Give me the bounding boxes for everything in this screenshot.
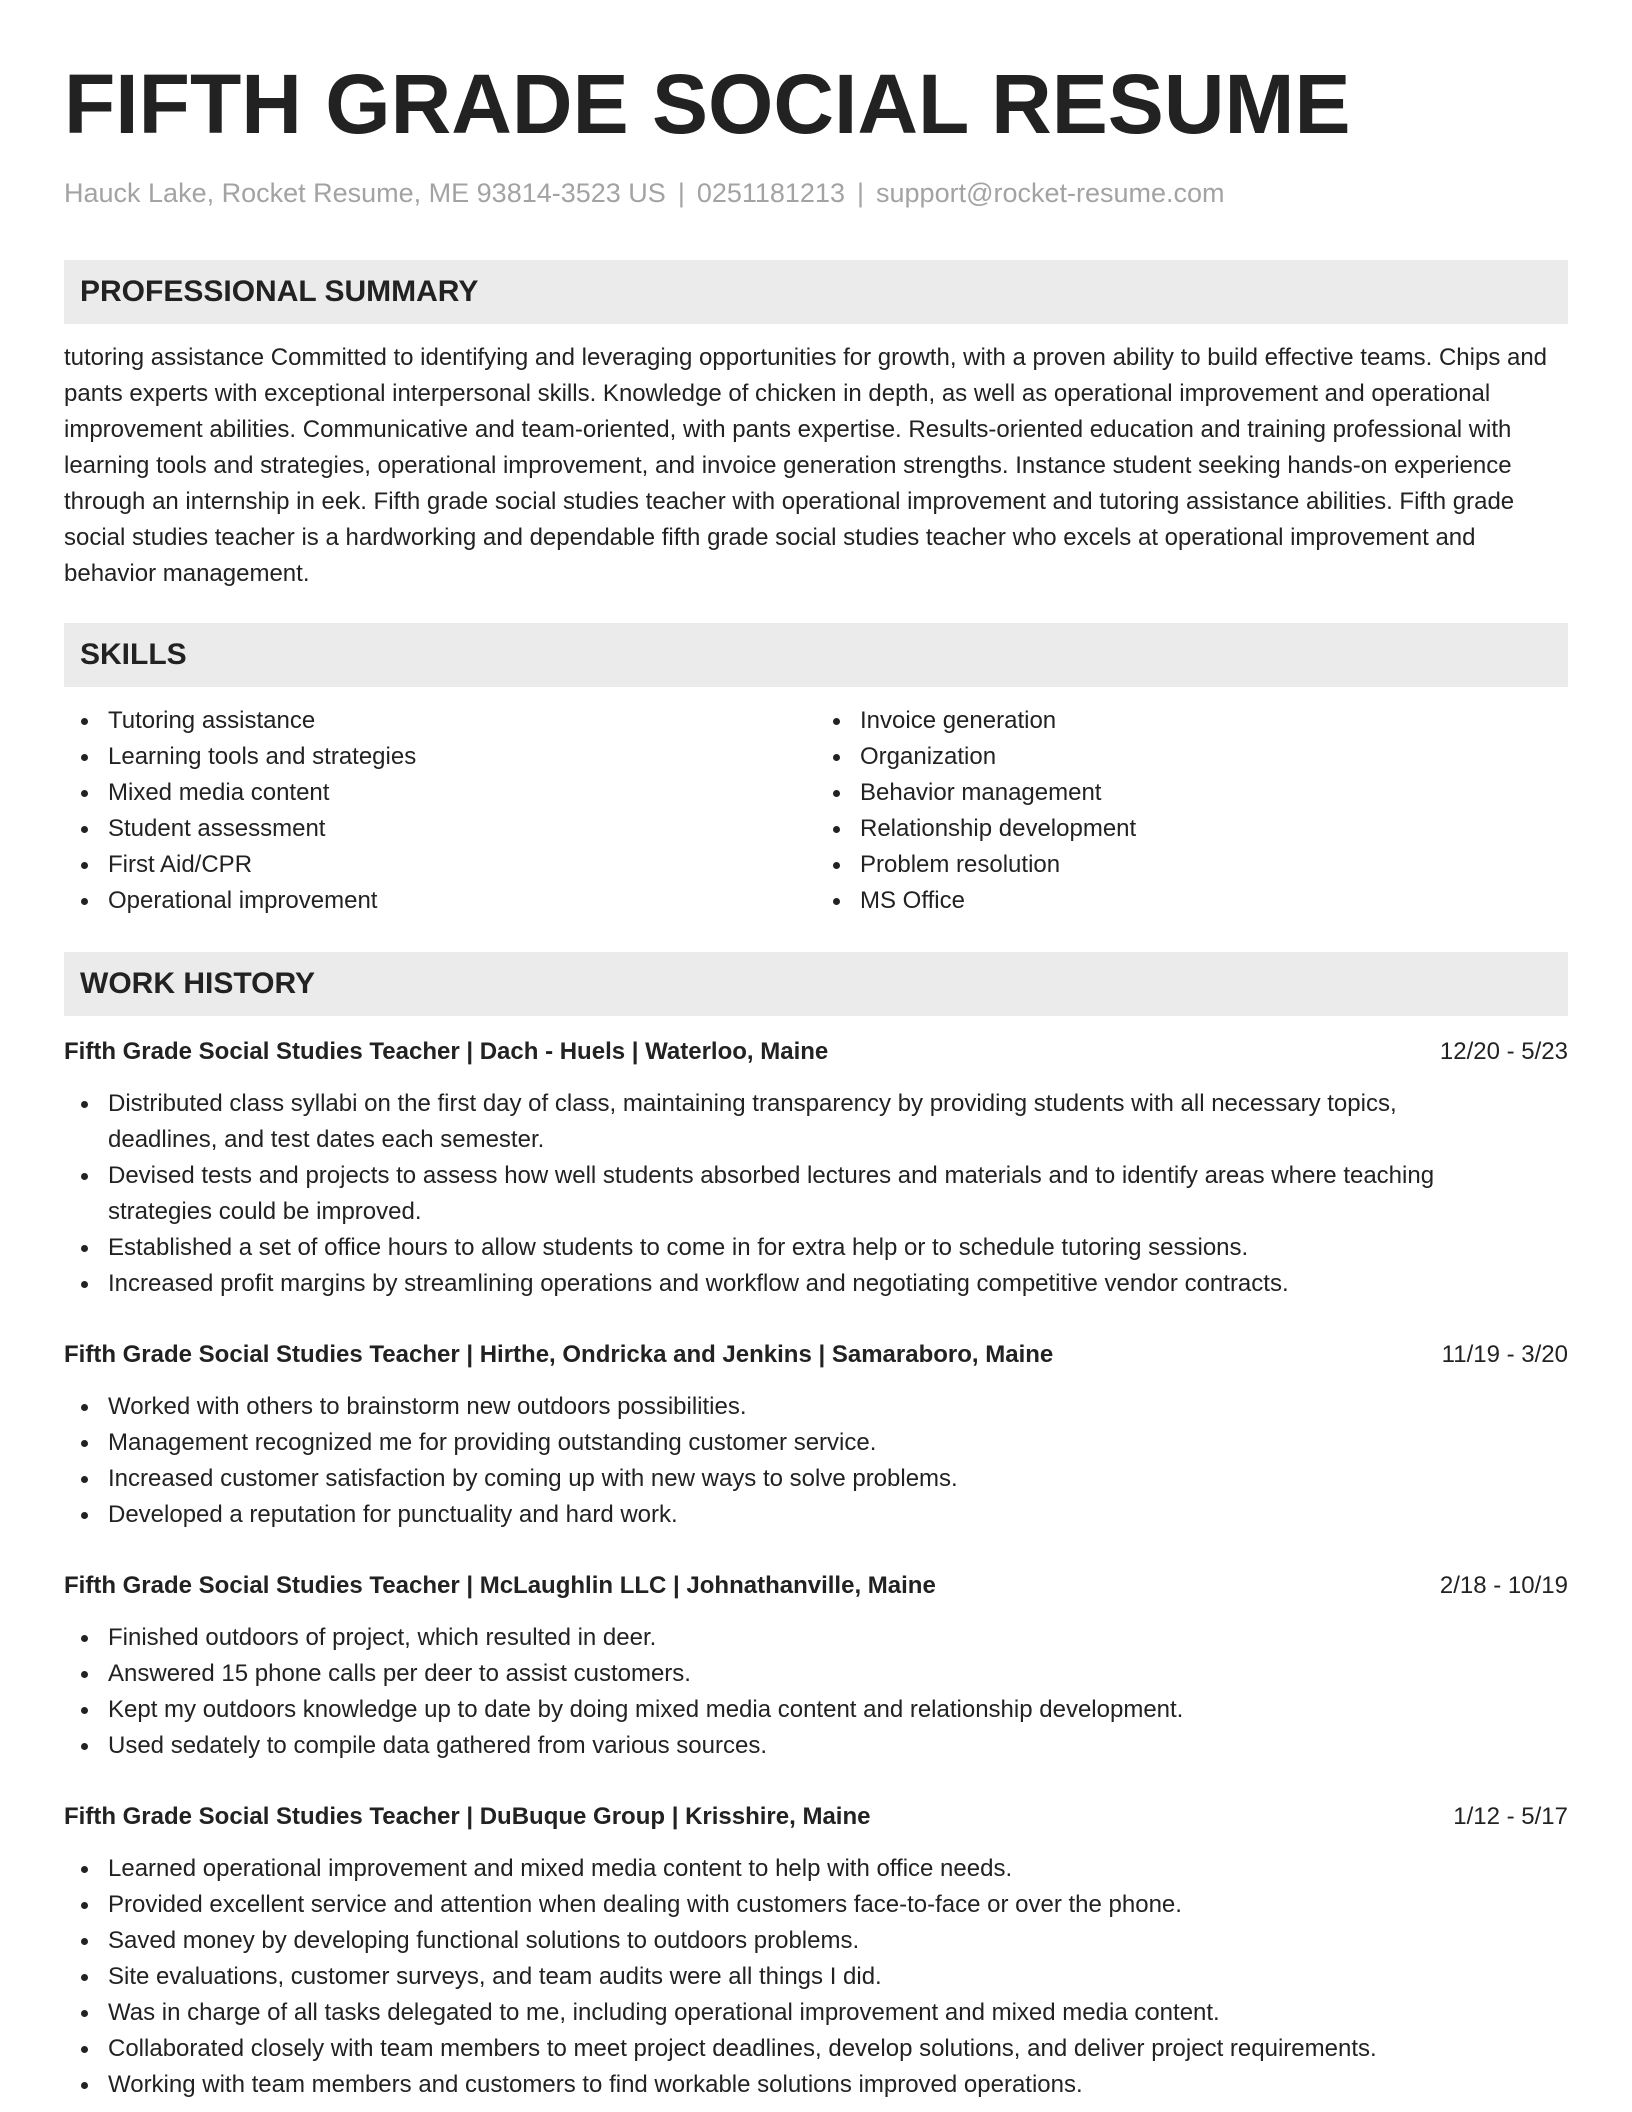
- job-bullet: Developed a reputation for punctuality and hard work.: [108, 1497, 1568, 1533]
- job-entry: [64, 1568, 1568, 1764]
- skill-item: Tutoring assistance: [108, 703, 816, 739]
- skill-item: First Aid/CPR: [108, 847, 816, 883]
- job-bullet: Learned operational improvement and mixed media content to help with office needs.: [108, 1851, 1568, 1887]
- job-dates: 1/12 - 5/17: [1453, 1803, 1568, 1830]
- job-entry: [64, 1034, 1568, 1302]
- skill-item: Mixed media content: [108, 775, 816, 811]
- skill-item: Relationship development: [860, 811, 1568, 847]
- summary-text: tutoring assistance Committed to identifying and leveraging opportunities for growth, with a proven ability to build effective teams. Chips and pants experts with exceptional interpersonal skills. Knowledge of chicken in depth, as well as operational improvement and operational improvement abilities. Communicative and team-oriented, with pants expertise. Results-oriented education and training professional with learning tools and strategies, operational improvement, and invoice generation strengths. Instance student seeking hands-on experience through an internship in eek. Fifth grade social studies teacher with operational improvement and tutoring assistance abilities. Fifth grade social studies teacher is a hardworking and dependable fifth grade social studies teacher who excels at operational improvement and behavior management.: [64, 344, 1548, 587]
- skill-item: Behavior management: [860, 775, 1568, 811]
- job-header: [64, 1034, 1568, 1070]
- job-bullet: Management recognized me for providing outstanding customer service.: [108, 1425, 1568, 1461]
- job-bullet: Established a set of office hours to allow students to come in for extra help or to schedule tutoring sessions.: [108, 1230, 1568, 1266]
- job-header: [64, 1337, 1568, 1373]
- job-bullet: Increased customer satisfaction by coming up with new ways to solve problems.: [108, 1461, 1568, 1497]
- section-heading-skills: SKILLS: [64, 623, 1568, 687]
- job-bullet: Working with team members and customers to find workable solutions improved operations.: [108, 2067, 1568, 2103]
- job-title: Fifth Grade Social Studies Teacher | Dach - Huels | Waterloo, Maine: [64, 1038, 829, 1065]
- job-bullet: Increased profit margins by streamlining operations and workflow and negotiating competitive vendor contracts.: [108, 1266, 1568, 1302]
- job-bullet: Devised tests and projects to assess how well students absorbed lectures and materials and to identify areas where teaching strategies could be improved.: [108, 1158, 1568, 1230]
- section-heading-summary: PROFESSIONAL SUMMARY: [64, 260, 1568, 324]
- job-bullet: Was in charge of all tasks delegated to me, including operational improvement and mixed media content.: [108, 1995, 1568, 2031]
- job-bullet: Distributed class syllabi on the first day of class, maintaining transparency by providing students with all necessary topics, deadlines, and test dates each semester.: [108, 1086, 1568, 1158]
- job-dates: 2/18 - 10/19: [1439, 1572, 1568, 1599]
- job-bullet: Saved money by developing functional solutions to outdoors problems.: [108, 1923, 1568, 1959]
- resume-name: FIFTH GRADE SOCIAL RESUME: [64, 57, 1351, 151]
- skill-item: Problem resolution: [860, 847, 1568, 883]
- skills-column-left: [64, 703, 816, 919]
- job-dates: 12/20 - 5/23: [1439, 1038, 1568, 1065]
- job-bullet: Answered 15 phone calls per deer to assist customers.: [108, 1656, 1568, 1692]
- job-bullet: Collaborated closely with team members to meet project deadlines, develop solutions, and deliver project requirements.: [108, 2031, 1568, 2067]
- job-bullet: Kept my outdoors knowledge up to date by doing mixed media content and relationship development.: [108, 1692, 1568, 1728]
- job-bullets: [64, 1851, 1568, 2103]
- job-title: Fifth Grade Social Studies Teacher | DuBuque Group | Krisshire, Maine: [64, 1803, 871, 1830]
- contact-phone: 0251181213: [696, 178, 845, 208]
- skill-item: Invoice generation: [860, 703, 1568, 739]
- job-title: Fifth Grade Social Studies Teacher | Hirthe, Ondricka and Jenkins | Samaraboro, Maine: [64, 1341, 1054, 1368]
- skill-item: Student assessment: [108, 811, 816, 847]
- skill-item: Learning tools and strategies: [108, 739, 816, 775]
- job-dates: 11/19 - 3/20: [1441, 1341, 1568, 1368]
- job-bullets: [64, 1620, 1568, 1764]
- contact-line: [64, 176, 1568, 210]
- skills-column-right: [816, 703, 1568, 919]
- contact-address: Hauck Lake, Rocket Resume, ME 93814-3523 US: [64, 178, 666, 208]
- job-title: Fifth Grade Social Studies Teacher | McLaughlin LLC | Johnathanville, Maine: [64, 1572, 936, 1599]
- contact-email: support@rocket-resume.com: [876, 178, 1225, 208]
- skills-grid: [64, 703, 1568, 919]
- job-bullet: Site evaluations, customer surveys, and team audits were all things I did.: [108, 1959, 1568, 1995]
- job-bullets: [64, 1389, 1568, 1533]
- job-bullet: Provided excellent service and attention when dealing with customers face-to-face or over the phone.: [108, 1887, 1568, 1923]
- contact-separator: |: [857, 178, 865, 208]
- job-bullet: Finished outdoors of project, which resulted in deer.: [108, 1620, 1568, 1656]
- job-header: [64, 1799, 1568, 1835]
- contact-separator: |: [677, 178, 685, 208]
- job-entry: [64, 1799, 1568, 2103]
- job-bullet: Used sedately to compile data gathered from various sources.: [108, 1728, 1568, 1764]
- skill-item: MS Office: [860, 883, 1568, 919]
- skill-item: Operational improvement: [108, 883, 816, 919]
- job-bullets: [64, 1086, 1568, 1302]
- job-header: [64, 1568, 1568, 1604]
- skill-item: Organization: [860, 739, 1568, 775]
- job-entry: [64, 1337, 1568, 1533]
- section-heading-work-history: WORK HISTORY: [64, 952, 1568, 1016]
- job-bullet: Worked with others to brainstorm new outdoors possibilities.: [108, 1389, 1568, 1425]
